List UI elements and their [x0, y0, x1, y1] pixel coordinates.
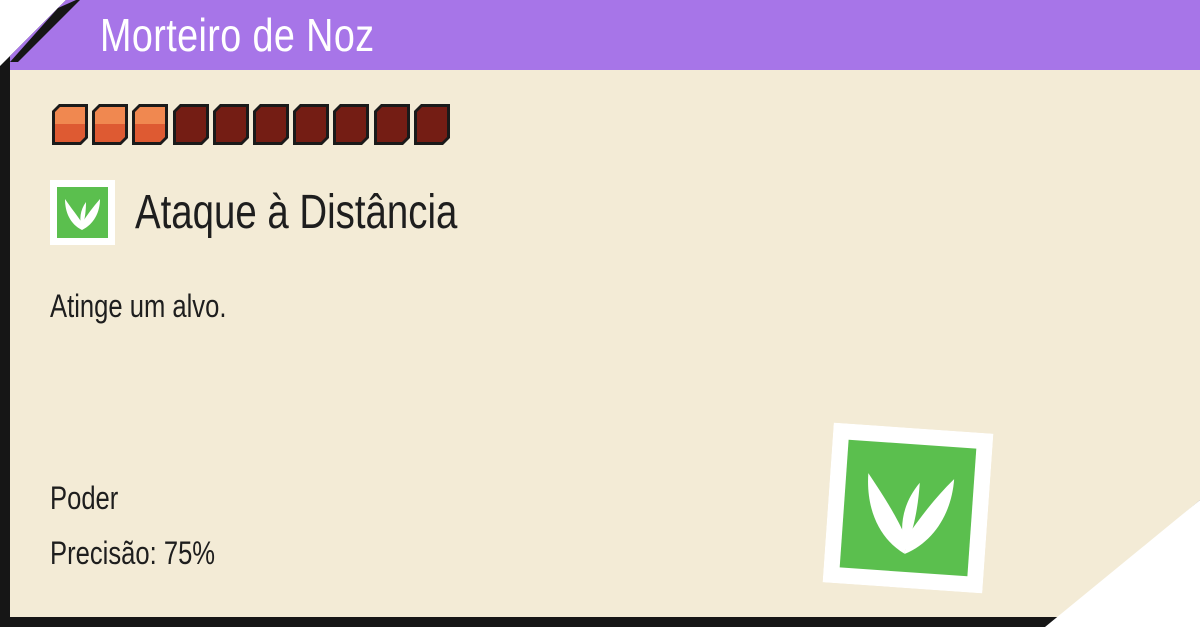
energy-pip-empty: [253, 104, 289, 145]
move-title: Morteiro de Noz: [100, 9, 375, 61]
power-label: Poder: [50, 480, 119, 516]
move-category: [50, 180, 538, 245]
move-description: Atinge um alvo.: [50, 288, 227, 324]
accuracy-label: Precisão:: [50, 535, 157, 571]
energy-pip-empty: [374, 104, 410, 145]
category-label: Ataque à Distância: [135, 186, 458, 239]
energy-pip-empty: [173, 104, 209, 145]
accuracy-value: 75%: [163, 535, 216, 571]
leaf-icon: [823, 423, 994, 594]
energy-pip-empty: [414, 104, 450, 145]
energy-pip-filled: [92, 104, 128, 145]
energy-pip-filled: [132, 104, 168, 145]
energy-pip-filled: [52, 104, 88, 145]
accuracy-stat: [50, 535, 215, 572]
energy-pip-empty: [213, 104, 249, 145]
power-stat: [50, 480, 118, 517]
energy-pip-empty: [293, 104, 329, 145]
energy-pip-empty: [333, 104, 369, 145]
energy-pips: [52, 104, 454, 145]
leaf-icon: [50, 180, 115, 245]
